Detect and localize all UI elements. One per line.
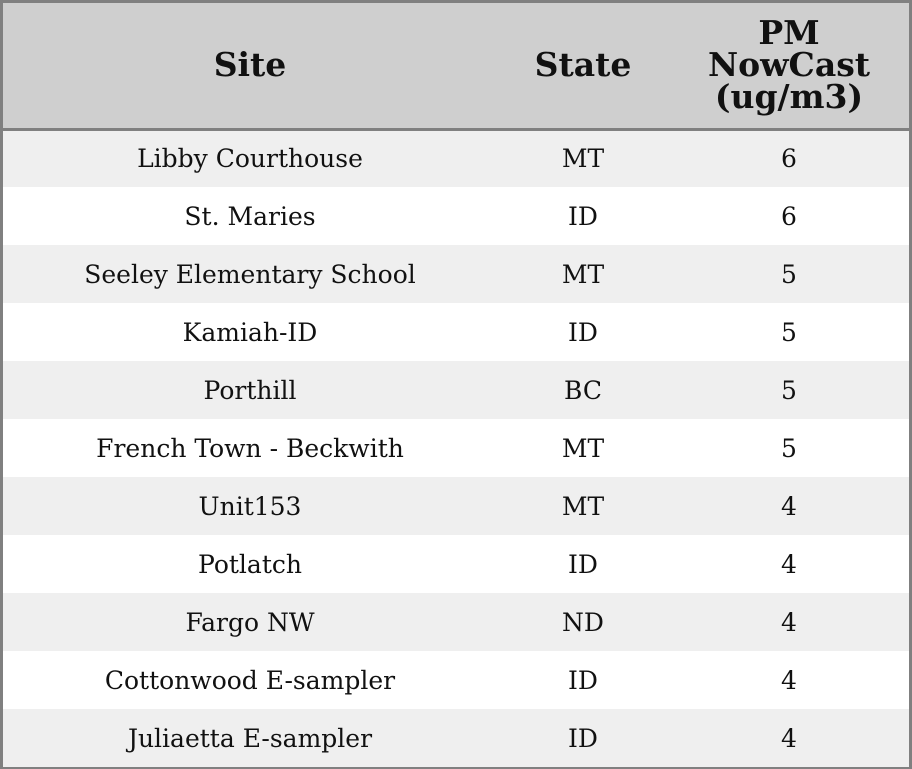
cell-state: BC: [564, 375, 602, 405]
cell-pm: 4: [781, 491, 797, 521]
table-row: [3, 361, 909, 419]
cell-state: MT: [561, 433, 605, 463]
cell-pm: 4: [781, 549, 797, 579]
pm-nowcast-table: [3, 3, 909, 767]
cell-state: MT: [561, 491, 605, 521]
header-row: [3, 3, 909, 129]
table-row: [3, 419, 909, 477]
cell-pm: 6: [781, 201, 797, 231]
table-row: [3, 593, 909, 651]
table-row: [3, 303, 909, 361]
cell-site: Potlatch: [198, 549, 302, 579]
pm-header-line-3: (ug/m3): [714, 77, 864, 117]
cell-site: Fargo NW: [185, 607, 315, 637]
table-header: [3, 3, 909, 129]
cell-state: ID: [568, 665, 598, 695]
pm-header-line-2: NowCast: [707, 45, 871, 85]
cell-pm: 5: [781, 433, 797, 463]
cell-state: ID: [568, 317, 598, 347]
cell-site: Seeley Elementary School: [84, 259, 416, 289]
cell-pm: 5: [781, 259, 797, 289]
table-row: [3, 129, 909, 187]
table-row: [3, 187, 909, 245]
cell-pm: 4: [781, 723, 797, 753]
cell-site: Kamiah-ID: [182, 317, 318, 347]
table-row: [3, 245, 909, 303]
column-header-state[interactable]: State: [497, 3, 669, 129]
cell-site: Cottonwood E-sampler: [104, 665, 396, 695]
cell-pm: 5: [781, 317, 797, 347]
cell-state: MT: [561, 259, 605, 289]
cell-state: ID: [568, 549, 598, 579]
cell-site: French Town - Beckwith: [96, 433, 404, 463]
table-body: [3, 129, 909, 767]
table-row: [3, 651, 909, 709]
cell-state: ID: [568, 201, 598, 231]
cell-state: MT: [561, 144, 605, 174]
pm-header-line-1: PM: [758, 13, 820, 53]
cell-site: Unit153: [198, 491, 302, 521]
cell-site: St. Maries: [184, 201, 316, 231]
table-row: [3, 477, 909, 535]
cell-pm: 6: [781, 144, 797, 174]
column-header-site[interactable]: Site: [3, 3, 497, 129]
cell-state: ID: [568, 723, 598, 753]
cell-pm: 5: [781, 375, 797, 405]
cell-site: Porthill: [203, 375, 297, 405]
column-header-pm-nowcast[interactable]: [669, 3, 909, 129]
cell-site: Libby Courthouse: [137, 144, 363, 174]
cell-state: ND: [562, 607, 604, 637]
table-row: [3, 709, 909, 767]
table-row: [3, 535, 909, 593]
cell-pm: 4: [781, 607, 797, 637]
cell-pm: 4: [781, 665, 797, 695]
cell-site: Juliaetta E-sampler: [127, 723, 373, 753]
